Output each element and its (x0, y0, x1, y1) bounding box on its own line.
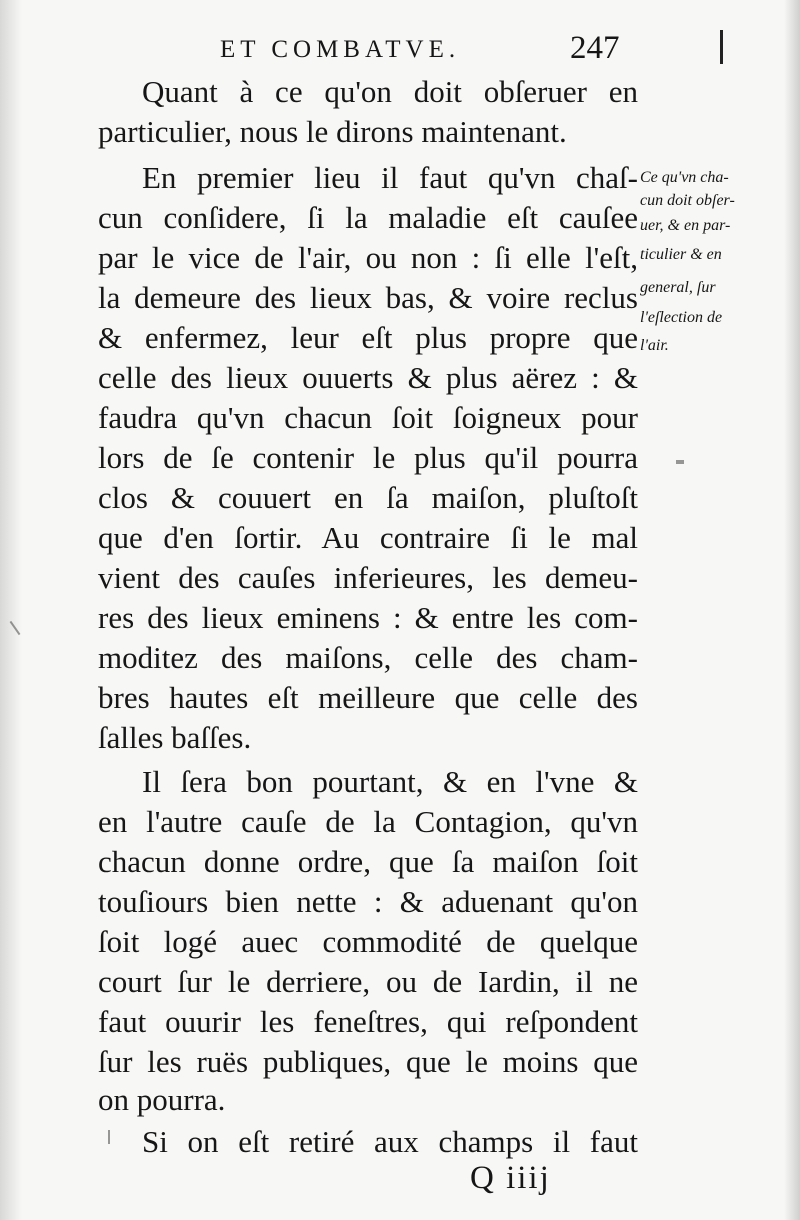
margin-note-line: cun doit obſer- (640, 192, 735, 209)
text-line: cun conſidere, ſi la maladie eſt cauſee (98, 200, 638, 235)
text-line: court ſur le derriere, ou de Iardin, il ne (98, 964, 638, 999)
margin-note-line: ticulier & en (640, 246, 722, 263)
page-gutter-shadow (0, 0, 22, 1220)
text-line: bres hautes eſt meilleure que celle des (98, 680, 638, 715)
text-line: que d'en ſortir. Au contraire ſi le mal (98, 520, 638, 555)
text-line: ſur les ruës publiques, que le moins que (98, 1044, 638, 1079)
text-line: lors de ſe contenir le plus qu'il pourra (98, 440, 638, 475)
margin-mark (720, 30, 723, 64)
text-line: clos & couuert en ſa maiſon, pluſtoſt (98, 480, 638, 515)
text-line: En premier lieu il faut qu'vn chaſ- (142, 160, 638, 195)
page-number: 247 (570, 30, 620, 66)
stray-ink-mark (676, 460, 684, 464)
text-line: ſalles baſſes. (98, 720, 252, 755)
text-line: particulier, nous le dirons maintenant. (98, 114, 567, 149)
margin-note-line: uer, & en par- (640, 217, 731, 234)
text-line: chacun donne ordre, que ſa maiſon ſoit (98, 844, 638, 879)
margin-note-line: l'eſlection de (640, 309, 723, 326)
text-line: Quant à ce qu'on doit obſeruer en (142, 74, 638, 109)
stray-ink-mark (108, 1130, 110, 1144)
margin-note-line: general, ſur (640, 279, 716, 296)
text-line: touſiours bien nette : & aduenant qu'on (98, 884, 638, 919)
text-line: faudra qu'vn chacun ſoit ſoigneux pour (98, 400, 638, 435)
text-line: faut ouurir les feneſtres, qui reſpondent (98, 1004, 638, 1039)
text-line: celle des lieux ouuerts & plus aërez : & (98, 360, 638, 395)
text-line: vient des cauſes inferieures, les demeu- (98, 560, 638, 595)
text-line: par le vice de l'air, ou non : ſi elle l'eſt, (98, 240, 638, 275)
margin-note-line: Ce qu'vn cha- (640, 169, 729, 186)
signature-mark: Q iiij (470, 1160, 551, 1196)
text-line: res des lieux eminens : & entre les com- (98, 600, 638, 635)
text-line: Si on eſt retiré aux champs il faut (142, 1124, 638, 1159)
running-head: ET COMBATVE. (220, 36, 461, 63)
text-line: & enfermez, leur eſt plus propre que (98, 320, 638, 355)
text-line: Il ſera bon pourtant, & en l'vne & (142, 764, 638, 799)
text-line: moditez des maiſons, celle des cham- (98, 640, 638, 675)
text-line: en l'autre cauſe de la Contagion, qu'vn (98, 804, 638, 839)
text-line: la demeure des lieux bas, & voire reclus (98, 280, 638, 315)
text-line: on pourra. (98, 1082, 226, 1117)
text-line: ſoit logé auec commodité de quelque (98, 924, 638, 959)
margin-note-line: l'air. (640, 337, 669, 354)
